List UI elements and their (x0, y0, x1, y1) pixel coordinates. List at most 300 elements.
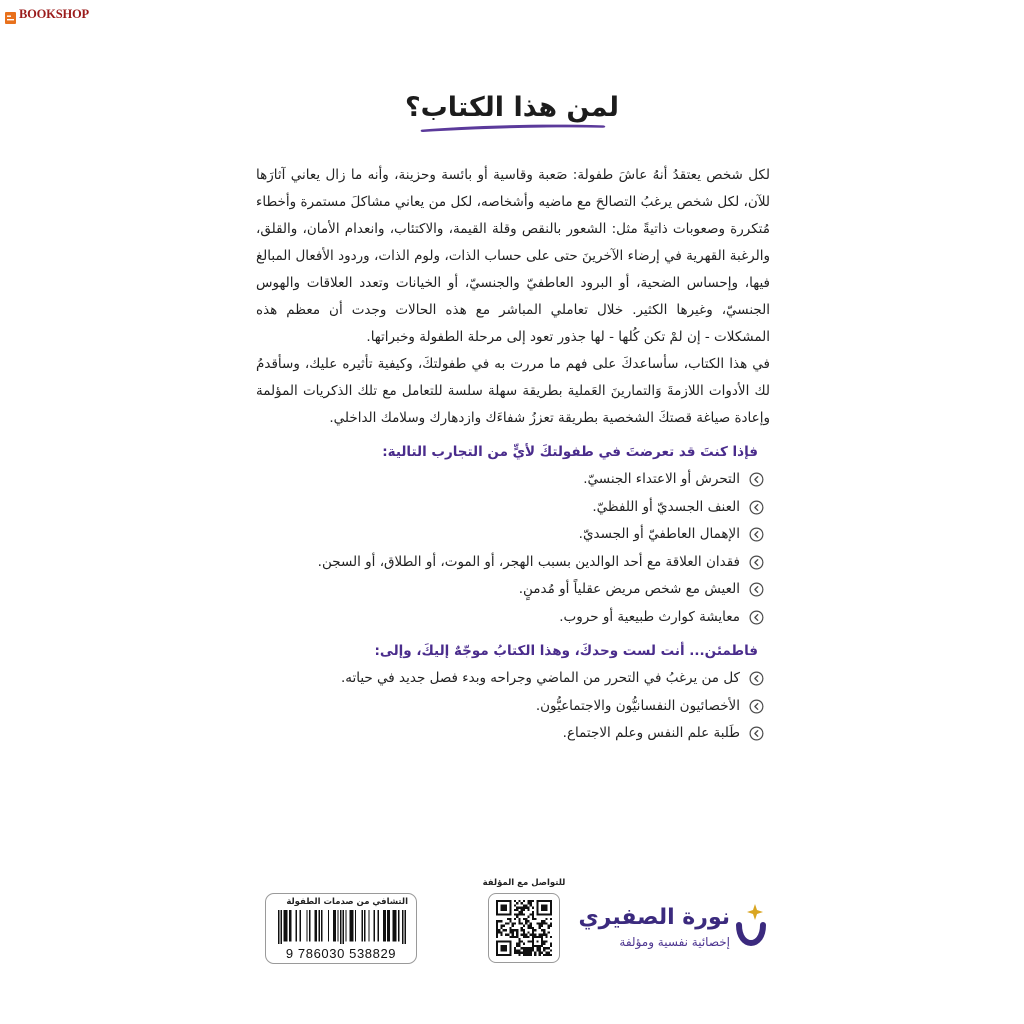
qr-module (509, 931, 511, 933)
qr-module (521, 947, 523, 949)
qr-module (541, 909, 543, 911)
qr-module (507, 900, 509, 902)
qr-module (514, 922, 516, 924)
qr-module (503, 929, 505, 931)
qr-module (550, 954, 552, 956)
qr-module (525, 952, 527, 954)
qr-module (505, 929, 507, 931)
barcode-bar (286, 910, 287, 941)
qr-module (505, 940, 507, 942)
barcode-bar (296, 910, 297, 941)
qr-module (541, 936, 543, 938)
qr-module (518, 954, 520, 956)
qr-module (521, 940, 523, 942)
qr-module (509, 940, 511, 942)
list-item (256, 494, 764, 522)
qr-module (503, 925, 505, 927)
qr-module (523, 954, 525, 956)
chevron-circle-icon (749, 699, 764, 714)
qr-module (527, 916, 529, 918)
barcode-bar (405, 910, 406, 944)
qr-module (516, 952, 518, 954)
qr-module (500, 940, 502, 942)
chevron-circle-icon (749, 500, 764, 515)
qr-module (516, 931, 518, 933)
qr-module (548, 900, 550, 902)
qr-module (536, 940, 538, 942)
qr-module (530, 900, 532, 902)
qr-module (512, 922, 514, 924)
barcode-bar (394, 910, 395, 941)
list-item (256, 693, 764, 721)
qr-module (532, 949, 534, 951)
qr-module (527, 900, 529, 902)
qr-module (521, 911, 523, 913)
barcode-bar (402, 910, 403, 944)
qr-module (512, 931, 514, 933)
qr-module (523, 943, 525, 945)
qr-module (539, 913, 541, 915)
barcode-bar (351, 910, 352, 941)
qr-module (496, 934, 498, 936)
qr-module (545, 904, 547, 906)
isbn-number: 9 786030 538829 (285, 946, 397, 961)
qr-module (527, 931, 529, 933)
qr-module (530, 922, 532, 924)
qr-module (523, 936, 525, 938)
qr-module (521, 929, 523, 931)
barcode-bar (368, 910, 369, 941)
list-item-text: معايشة كوارث طبيعية أو حروب. (559, 608, 740, 625)
qr-module (514, 936, 516, 938)
qr-module (525, 922, 527, 924)
qr-module (496, 940, 498, 942)
qr-module (509, 954, 511, 956)
qr-code (496, 900, 552, 956)
qr-module (496, 949, 498, 951)
qr-module (527, 936, 529, 938)
qr-module (505, 945, 507, 947)
qr-module (532, 947, 534, 949)
qr-module (536, 947, 538, 949)
qr-module (534, 952, 536, 954)
qr-module (530, 934, 532, 936)
qr-module (500, 931, 502, 933)
qr-module (516, 916, 518, 918)
barcode-bar (387, 910, 388, 941)
isbn-barcode-box (265, 893, 417, 964)
qr-module (548, 931, 550, 933)
qr-module (518, 907, 520, 909)
barcode-bar (398, 910, 399, 941)
qr-module (539, 925, 541, 927)
barcode-bar (281, 910, 282, 944)
qr-module (532, 907, 534, 909)
qr-module (525, 907, 527, 909)
qr-module (498, 900, 500, 902)
qr-module (521, 922, 523, 924)
qr-module (532, 934, 534, 936)
qr-module (543, 929, 545, 931)
qr-module (532, 927, 534, 929)
qr-module (521, 952, 523, 954)
qr-module (541, 925, 543, 927)
barcode-bar (345, 910, 346, 941)
qr-module (523, 925, 525, 927)
qr-module (545, 922, 547, 924)
qr-module (503, 913, 505, 915)
qr-module (550, 909, 552, 911)
qr-module (545, 907, 547, 909)
list-item-text: التحرش أو الاعتداء الجنسيّ. (583, 471, 740, 487)
qr-module (505, 913, 507, 915)
qr-module (530, 927, 532, 929)
qr-module (545, 954, 547, 956)
chevron-circle-icon (749, 472, 764, 487)
qr-module (536, 936, 538, 938)
qr-module (521, 909, 523, 911)
qr-module (509, 907, 511, 909)
qr-module (523, 931, 525, 933)
qr-module (539, 936, 541, 938)
qr-module (500, 949, 502, 951)
qr-module (532, 916, 534, 918)
qr-module (539, 927, 541, 929)
barcode-bar (321, 910, 322, 941)
list-item (256, 466, 764, 494)
barcode-bar (374, 910, 375, 941)
qr-module (530, 947, 532, 949)
qr-module (496, 954, 498, 956)
barcode-bar (343, 910, 344, 944)
qr-module (516, 902, 518, 904)
qr-module (518, 943, 520, 945)
qr-module (536, 904, 538, 906)
qr-box (488, 893, 560, 963)
barcode-bar (290, 910, 291, 941)
barcode-bar (306, 910, 307, 941)
qr-module (548, 947, 550, 949)
qr-module (516, 943, 518, 945)
qr-module (550, 904, 552, 906)
qr-module (521, 907, 523, 909)
qr-module (543, 920, 545, 922)
barcode-bar (300, 910, 301, 941)
qr-module (512, 936, 514, 938)
qr-module (500, 954, 502, 956)
qr-module (498, 954, 500, 956)
qr-module (509, 952, 511, 954)
qr-module (541, 940, 543, 942)
qr-module (536, 949, 538, 951)
qr-module (523, 904, 525, 906)
qr-module (536, 900, 538, 902)
barcode-bar (318, 910, 319, 941)
qr-module (500, 947, 502, 949)
qr-module (541, 945, 543, 947)
author-role: إخصائية نفسية ومؤلفة (619, 935, 730, 949)
qr-module (509, 936, 511, 938)
qr-module (518, 911, 520, 913)
qr-module (543, 949, 545, 951)
qr-module (532, 900, 534, 902)
qr-module (505, 907, 507, 909)
list-item-text: الأخصائيون النفسانيُّون والاجتماعيُّون. (535, 697, 740, 714)
qr-module (514, 947, 516, 949)
qr-module (503, 954, 505, 956)
qr-module (532, 918, 534, 920)
qr-module (545, 952, 547, 954)
qr-module (509, 920, 511, 922)
qr-module (541, 904, 543, 906)
qr-module (523, 900, 525, 902)
qr-module (527, 909, 529, 911)
list-item-text: كل من يرغبُ في التحرر من الماضي وجراحه وبدء فصل جديد في حياته. (340, 670, 740, 686)
qr-module (509, 913, 511, 915)
qr-module (550, 945, 552, 947)
list-item-text: طَلبة علم النفس وعلم الاجتماع. (562, 725, 740, 741)
qr-module (550, 936, 552, 938)
barcode-bar (278, 910, 279, 944)
qr-module (545, 900, 547, 902)
qr-module (548, 952, 550, 954)
qr-module (543, 909, 545, 911)
qr-module (516, 945, 518, 947)
qr-module (550, 902, 552, 904)
qr-module (543, 943, 545, 945)
qr-module (507, 922, 509, 924)
qr-module (536, 922, 538, 924)
qr-module (496, 911, 498, 913)
qr-module (500, 920, 502, 922)
barcode-bar (384, 910, 385, 941)
chevron-circle-icon (749, 610, 764, 625)
help-paragraph: في هذا الكتاب، سأساعدكَ على فهم ما مررت به في طفولتكَ، وكيفية تأثيره عليك، وسأقدمُ لك الأدوات اللازمةَ وَالتمارينَ العَملية بطريقة سهلة سلسة للتعامل مع تلك الذكريات المؤلمة وإعادة صياغة قصتكَ الشخصية بطريقة تعززُ شفاءَك وازدهارك وسلامك الداخلي. (256, 356, 770, 426)
qr-module (541, 929, 543, 931)
qr-module (543, 940, 545, 942)
bookshop-logo-icon (5, 9, 16, 21)
author-logo (578, 900, 772, 960)
qr-module (505, 909, 507, 911)
qr-module (534, 945, 536, 947)
qr-module (525, 904, 527, 906)
list-item (256, 604, 764, 632)
qr-module (534, 934, 536, 936)
qr-module (532, 940, 534, 942)
qr-module (518, 940, 520, 942)
qr-module (543, 947, 545, 949)
qr-module (548, 927, 550, 929)
qr-module (500, 925, 502, 927)
barcode-bar (362, 910, 363, 941)
qr-module (496, 927, 498, 929)
qr-module (550, 925, 552, 927)
qr-module (545, 913, 547, 915)
qr-module (514, 952, 516, 954)
qr-module (530, 904, 532, 906)
qr-module (523, 909, 525, 911)
qr-module (518, 913, 520, 915)
store-name: BOOKSHOP (19, 7, 89, 21)
qr-module (518, 900, 520, 902)
list-item-text: الإهمال العاطفيّ أو الجسديّ. (578, 526, 740, 542)
qr-module (500, 907, 502, 909)
barcode-bar (309, 910, 310, 941)
barcode-bar (383, 910, 384, 941)
qr-module (550, 907, 552, 909)
barcode-bar (335, 910, 336, 941)
intro-paragraph: لكل شخص يعتقدُ أنهُ عاشَ طفولة: صَعبة وقاسية أو بائسة وحزينة، وأنه ما زال يعاني آثارَها للآن، لكل شخص يرغبُ التصالحَ مع ماضيه وأشخاصه، لكل من يعاني مشاكلَ مستمرة وأخطاء مُتكررة وصعوبات ذاتيةً مثل: الشعور بالنقص وقلة القيمة، والاكتئاب، وانعدام الأمان، والقلق، والرغبة القهرية في إرضاء الآخرينَ حتى على حساب الذات، ولوم الذات، وردود الأفعال المبالغ فيها، وإحساس الضحية، أو البرود العاطفيّ والجنسيّ، أو الخيانات وتعدد العلاقات والهوس الجنسيّ، وغيرها الكثير. خلال تعاملي المباشر مع هذه الحالات وجدت أن معظم هذه المشكلات - إن لمْ تكن كُلها - لها جذور تعود إلى مرحلة الطفولة وخبراتها. (256, 167, 770, 345)
qr-module (550, 911, 552, 913)
qr-module (539, 934, 541, 936)
qr-module (532, 945, 534, 947)
qr-label: للتواصل مع المؤلفة (482, 878, 566, 888)
qr-module (498, 920, 500, 922)
qr-module (523, 934, 525, 936)
qr-module (523, 949, 525, 951)
qr-module (534, 918, 536, 920)
store-logo (5, 7, 89, 22)
qr-module (507, 913, 509, 915)
qr-module (550, 918, 552, 920)
qr-module (496, 913, 498, 915)
noon-star-logo-icon (734, 902, 768, 954)
qr-module (514, 949, 516, 951)
qr-module (530, 949, 532, 951)
qr-module (525, 947, 527, 949)
qr-module (509, 945, 511, 947)
qr-module (527, 927, 529, 929)
qr-module (541, 938, 543, 940)
qr-module (548, 925, 550, 927)
qr-module (539, 945, 541, 947)
qr-module (503, 945, 505, 947)
qr-module (548, 913, 550, 915)
qr-module (507, 954, 509, 956)
qr-module (527, 907, 529, 909)
qr-module (516, 929, 518, 931)
qr-module (496, 920, 498, 922)
qr-module (500, 909, 502, 911)
qr-module (505, 947, 507, 949)
chevron-circle-icon (749, 671, 764, 686)
barcode-bar (337, 910, 338, 941)
qr-module (518, 945, 520, 947)
qr-module (521, 913, 523, 915)
barcode-bar (352, 910, 353, 941)
qr-module (496, 936, 498, 938)
qr-module (545, 909, 547, 911)
chevron-circle-icon (749, 582, 764, 597)
barcode-bar (395, 910, 396, 941)
qr-module (500, 913, 502, 915)
qr-module (536, 945, 538, 947)
qr-module (525, 934, 527, 936)
qr-module (512, 925, 514, 927)
list-item (256, 521, 764, 549)
qr-module (503, 907, 505, 909)
list-item (256, 665, 764, 693)
qr-module (500, 934, 502, 936)
qr-module (548, 954, 550, 956)
qr-module (545, 947, 547, 949)
qr-module (527, 952, 529, 954)
qr-module (527, 940, 529, 942)
qr-module (496, 907, 498, 909)
qr-module (498, 913, 500, 915)
qr-module (521, 927, 523, 929)
qr-module (541, 900, 543, 902)
qr-module (518, 938, 520, 940)
qr-module (498, 929, 500, 931)
qr-module (509, 902, 511, 904)
qr-module (512, 934, 514, 936)
title-underline (420, 121, 606, 133)
barcode-bar (393, 910, 394, 941)
qr-module (543, 922, 545, 924)
qr-module (496, 945, 498, 947)
qr-module (527, 947, 529, 949)
qr-module (532, 911, 534, 913)
qr-module (525, 936, 527, 938)
qr-module (534, 929, 536, 931)
qr-module (521, 934, 523, 936)
barcode-bar (355, 910, 356, 941)
qr-module (539, 949, 541, 951)
qr-module (543, 900, 545, 902)
qr-module (496, 943, 498, 945)
qr-module (496, 900, 498, 902)
qr-module (532, 929, 534, 931)
qr-module (545, 936, 547, 938)
qr-module (509, 947, 511, 949)
qr-module (509, 904, 511, 906)
qr-module (505, 904, 507, 906)
qr-module (509, 918, 511, 920)
audience-list (256, 665, 770, 748)
qr-module (532, 938, 534, 940)
list-item-text: العنف الجسديّ أو اللفظيّ. (592, 498, 740, 515)
chevron-circle-icon (749, 527, 764, 542)
qr-module (518, 952, 520, 954)
qr-module (509, 900, 511, 902)
qr-module (543, 931, 545, 933)
qr-module (523, 907, 525, 909)
qr-module (496, 904, 498, 906)
back-cover-text (256, 162, 770, 748)
qr-module (516, 909, 518, 911)
qr-module (530, 940, 532, 942)
qr-module (500, 945, 502, 947)
qr-module (503, 949, 505, 951)
qr-module (498, 940, 500, 942)
qr-module (525, 918, 527, 920)
qr-module (541, 943, 543, 945)
qr-module (514, 904, 516, 906)
barcode-bar (349, 910, 350, 941)
qr-module (509, 949, 511, 951)
qr-module (496, 952, 498, 954)
qr-module (505, 922, 507, 924)
barcode-bar (378, 910, 379, 941)
barcode-bar (314, 910, 315, 941)
qr-module (518, 918, 520, 920)
qr-module (514, 909, 516, 911)
qr-module (505, 934, 507, 936)
qr-module (541, 920, 543, 922)
qr-module (503, 909, 505, 911)
qr-module (523, 918, 525, 920)
